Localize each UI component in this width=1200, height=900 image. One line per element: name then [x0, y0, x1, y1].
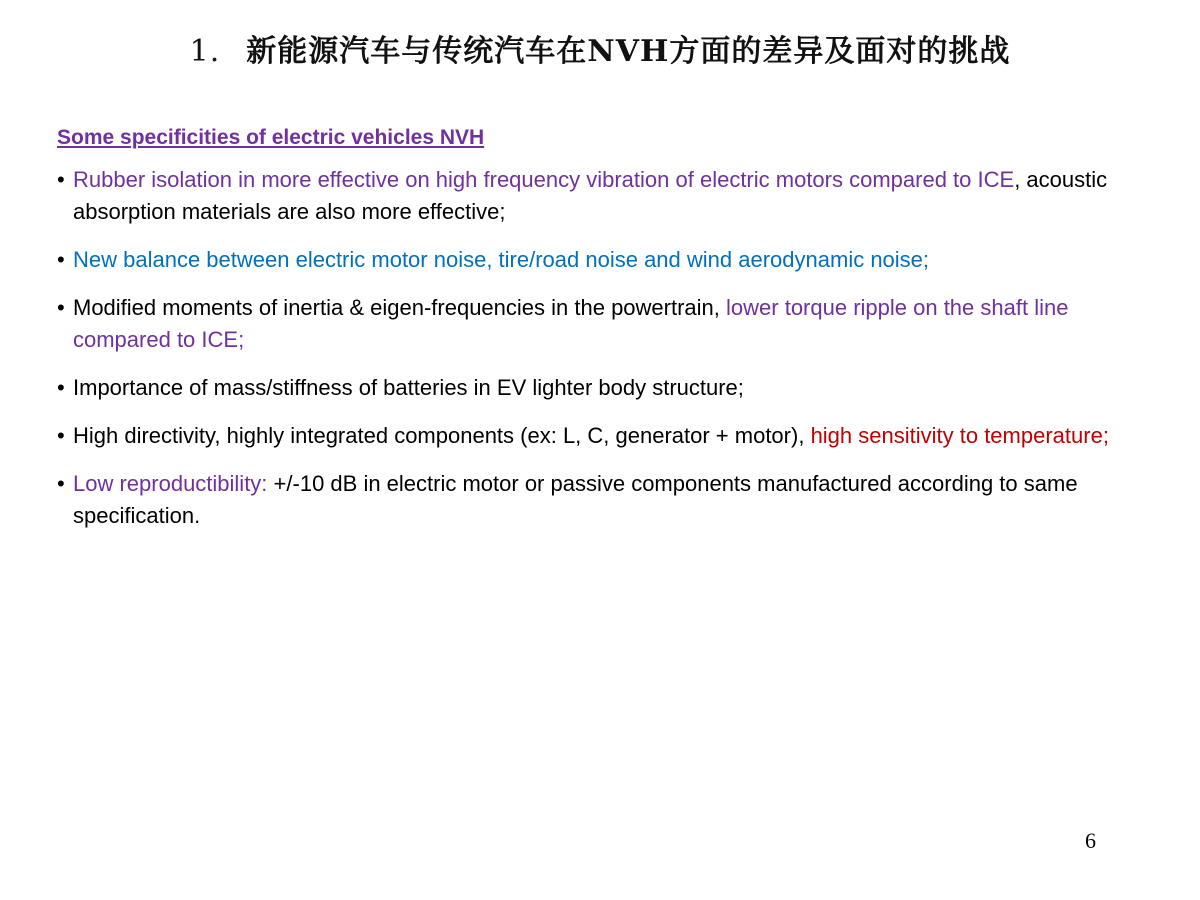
- slide-content: [57, 122, 1137, 548]
- bullet-text-segment: lower torque ripple on the shaft line compared to ICE;: [73, 295, 1069, 352]
- bullet-text-segment: Importance of mass/stiffness of batteries in EV lighter body structure;: [73, 375, 744, 400]
- page-number: 6: [1085, 828, 1096, 853]
- bullet-dot-icon: •: [57, 167, 65, 192]
- slide-title-number: 1.: [189, 34, 221, 69]
- bullet-item: [57, 468, 1137, 532]
- bullet-text-segment: +/-10 dB in electric motor or passive components manufactured according to same specification.: [73, 471, 1078, 528]
- bullet-dot-icon: •: [57, 247, 65, 272]
- bullet-item: [57, 292, 1137, 356]
- bullet-dot-icon: •: [57, 375, 65, 400]
- slide-title: [0, 26, 1200, 70]
- section-heading: Some specificities of electric vehicles NVH: [57, 126, 485, 149]
- bullet-text-segment: Modified moments of inertia & eigen-frequencies in the powertrain,: [73, 295, 727, 320]
- bullet-item: [57, 164, 1137, 228]
- bullet-item: [57, 372, 1137, 404]
- slide-title-text: 新能源汽车与传统汽车在NVH方面的差异及面对的挑战: [246, 34, 1011, 69]
- bullet-list: [57, 164, 1137, 532]
- bullet-dot-icon: •: [57, 471, 65, 496]
- bullet-text-segment: Rubber isolation in more effective on high frequency vibration of electric motors compared to ICE: [73, 167, 1015, 192]
- bullet-item: [57, 244, 1137, 276]
- bullet-dot-icon: •: [57, 295, 65, 320]
- bullet-dot-icon: •: [57, 423, 65, 448]
- bullet-text-segment: high sensitivity to temperature;: [810, 423, 1109, 448]
- bullet-item: [57, 420, 1137, 452]
- bullet-text-segment: High directivity, highly integrated components (ex: L, C, generator + motor),: [73, 423, 811, 448]
- bullet-text-segment: Low reproductibility:: [73, 471, 274, 496]
- bullet-text-segment: New balance between electric motor noise, tire/road noise and wind aerodynamic noise;: [73, 247, 930, 272]
- bullet-text-segment: , acoustic absorption materials are also more effective;: [73, 167, 1108, 224]
